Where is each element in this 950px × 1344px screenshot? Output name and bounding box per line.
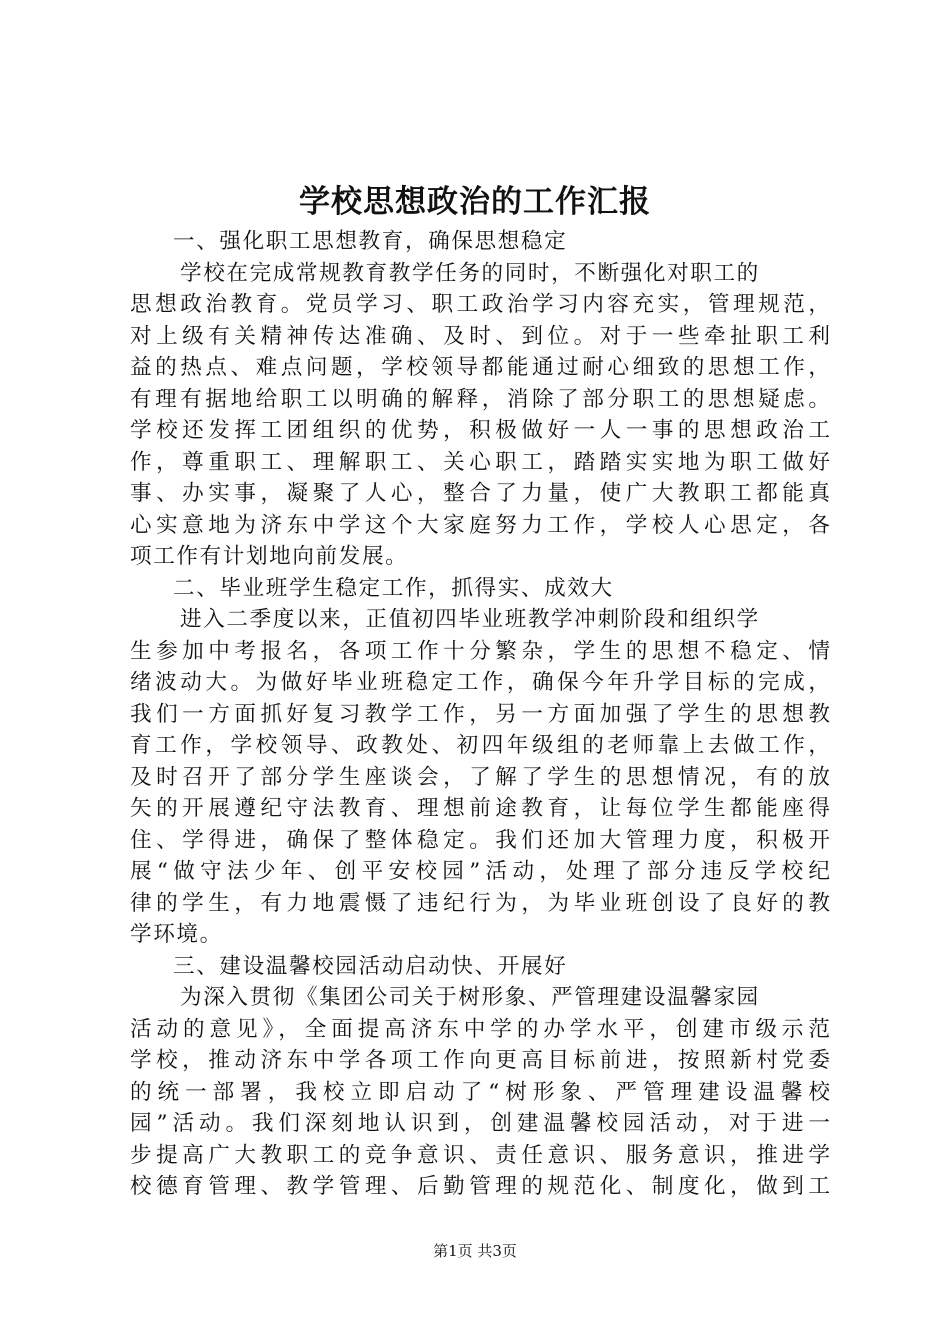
paragraph-line: 园”活动。我们深刻地认识到，创建温馨校园活动，对于进一 xyxy=(130,1111,830,1136)
paragraph-line: 矢的开展遵纪守法教育、理想前途教育，让每位学生都能座得 xyxy=(130,796,830,821)
section-heading: 三、建设温馨校园活动启动快、开展好 xyxy=(173,953,568,979)
paragraph-line: 活动的意见》，全面提高济东中学的办学水平，创建市级示范 xyxy=(130,1016,830,1042)
paragraph-line: 我们一方面抓好复习教学工作，另一方面加强了学生的思想教 xyxy=(130,701,830,727)
paragraph-line: 学校还发挥工团组织的优势，积极做好一人一事的思想政治工 xyxy=(130,418,830,443)
paragraph-line: 有理有据地给职工以明确的解释，消除了部分职工的思想疑虑。 xyxy=(130,386,830,412)
paragraph-line: 校德育管理、教学管理、后勤管理的规范化、制度化，做到工 xyxy=(130,1174,830,1199)
paragraph-line: 作，尊重职工、理解职工、关心职工，踏踏实实地为职工做好 xyxy=(130,449,830,475)
paragraph-line: 为深入贯彻《集团公司关于树形象、严管理建设温馨家园 xyxy=(180,985,760,1010)
paragraph-line: 律的学生，有力地震慑了违纪行为，为毕业班创设了良好的教 xyxy=(130,890,830,916)
paragraph-line: 育工作，学校领导、政教处、初四年级组的老师靠上去做工作， xyxy=(130,733,830,758)
paragraph-line: 学校，推动济东中学各项工作向更高目标前进，按照新村党委 xyxy=(130,1048,830,1073)
paragraph-line: 思想政治教育。党员学习、职工政治学习内容充实，管理规范， xyxy=(130,292,830,317)
paragraph-line: 学校在完成常规教育教学任务的同时，不断强化对职工的 xyxy=(180,260,760,286)
paragraph-line: 步提高广大教职工的竞争意识、责任意识、服务意识，推进学 xyxy=(130,1142,830,1168)
page-footer: 第1页 共3页 xyxy=(433,1242,517,1260)
document-title: 学校思想政治的工作汇报 xyxy=(299,184,651,220)
paragraph-line: 学环境。 xyxy=(130,922,223,947)
section-heading: 一、强化职工思想教育，确保思想稳定 xyxy=(173,229,568,254)
paragraph-line: 对上级有关精神传达准确、及时、到位。对于一些牵扯职工利 xyxy=(130,323,830,349)
paragraph-line: 生参加中考报名，各项工作十分繁杂，学生的思想不稳定、情 xyxy=(130,638,830,664)
document-body xyxy=(130,226,830,1203)
paragraph-line: 事、办实事，凝聚了人心，整合了力量，使广大教职工都能真 xyxy=(130,481,830,506)
paragraph-line: 展“做守法少年、创平安校园”活动，处理了部分违反学校纪 xyxy=(130,859,830,884)
paragraph-line: 绪波动大。为做好毕业班稳定工作，确保今年升学目标的完成， xyxy=(130,670,830,695)
paragraph-line: 心实意地为济东中学这个大家庭努力工作，学校人心思定，各 xyxy=(130,512,830,538)
section-heading: 二、毕业班学生稳定工作，抓得实、成效大 xyxy=(173,575,614,601)
paragraph-line: 进入二季度以来，正值初四毕业班教学冲刺阶段和组织学 xyxy=(180,607,760,632)
paragraph-line: 的统一部署，我校立即启动了“树形象、严管理建设温馨校 xyxy=(130,1079,830,1105)
paragraph-line: 住、学得进，确保了整体稳定。我们还加大管理力度，积极开 xyxy=(130,827,830,853)
paragraph-line: 益的热点、难点问题，学校领导都能通过耐心细致的思想工作， xyxy=(130,355,830,380)
paragraph-line: 项工作有计划地向前发展。 xyxy=(130,544,409,569)
paragraph-line: 及时召开了部分学生座谈会，了解了学生的思想情况，有的放 xyxy=(130,764,830,790)
